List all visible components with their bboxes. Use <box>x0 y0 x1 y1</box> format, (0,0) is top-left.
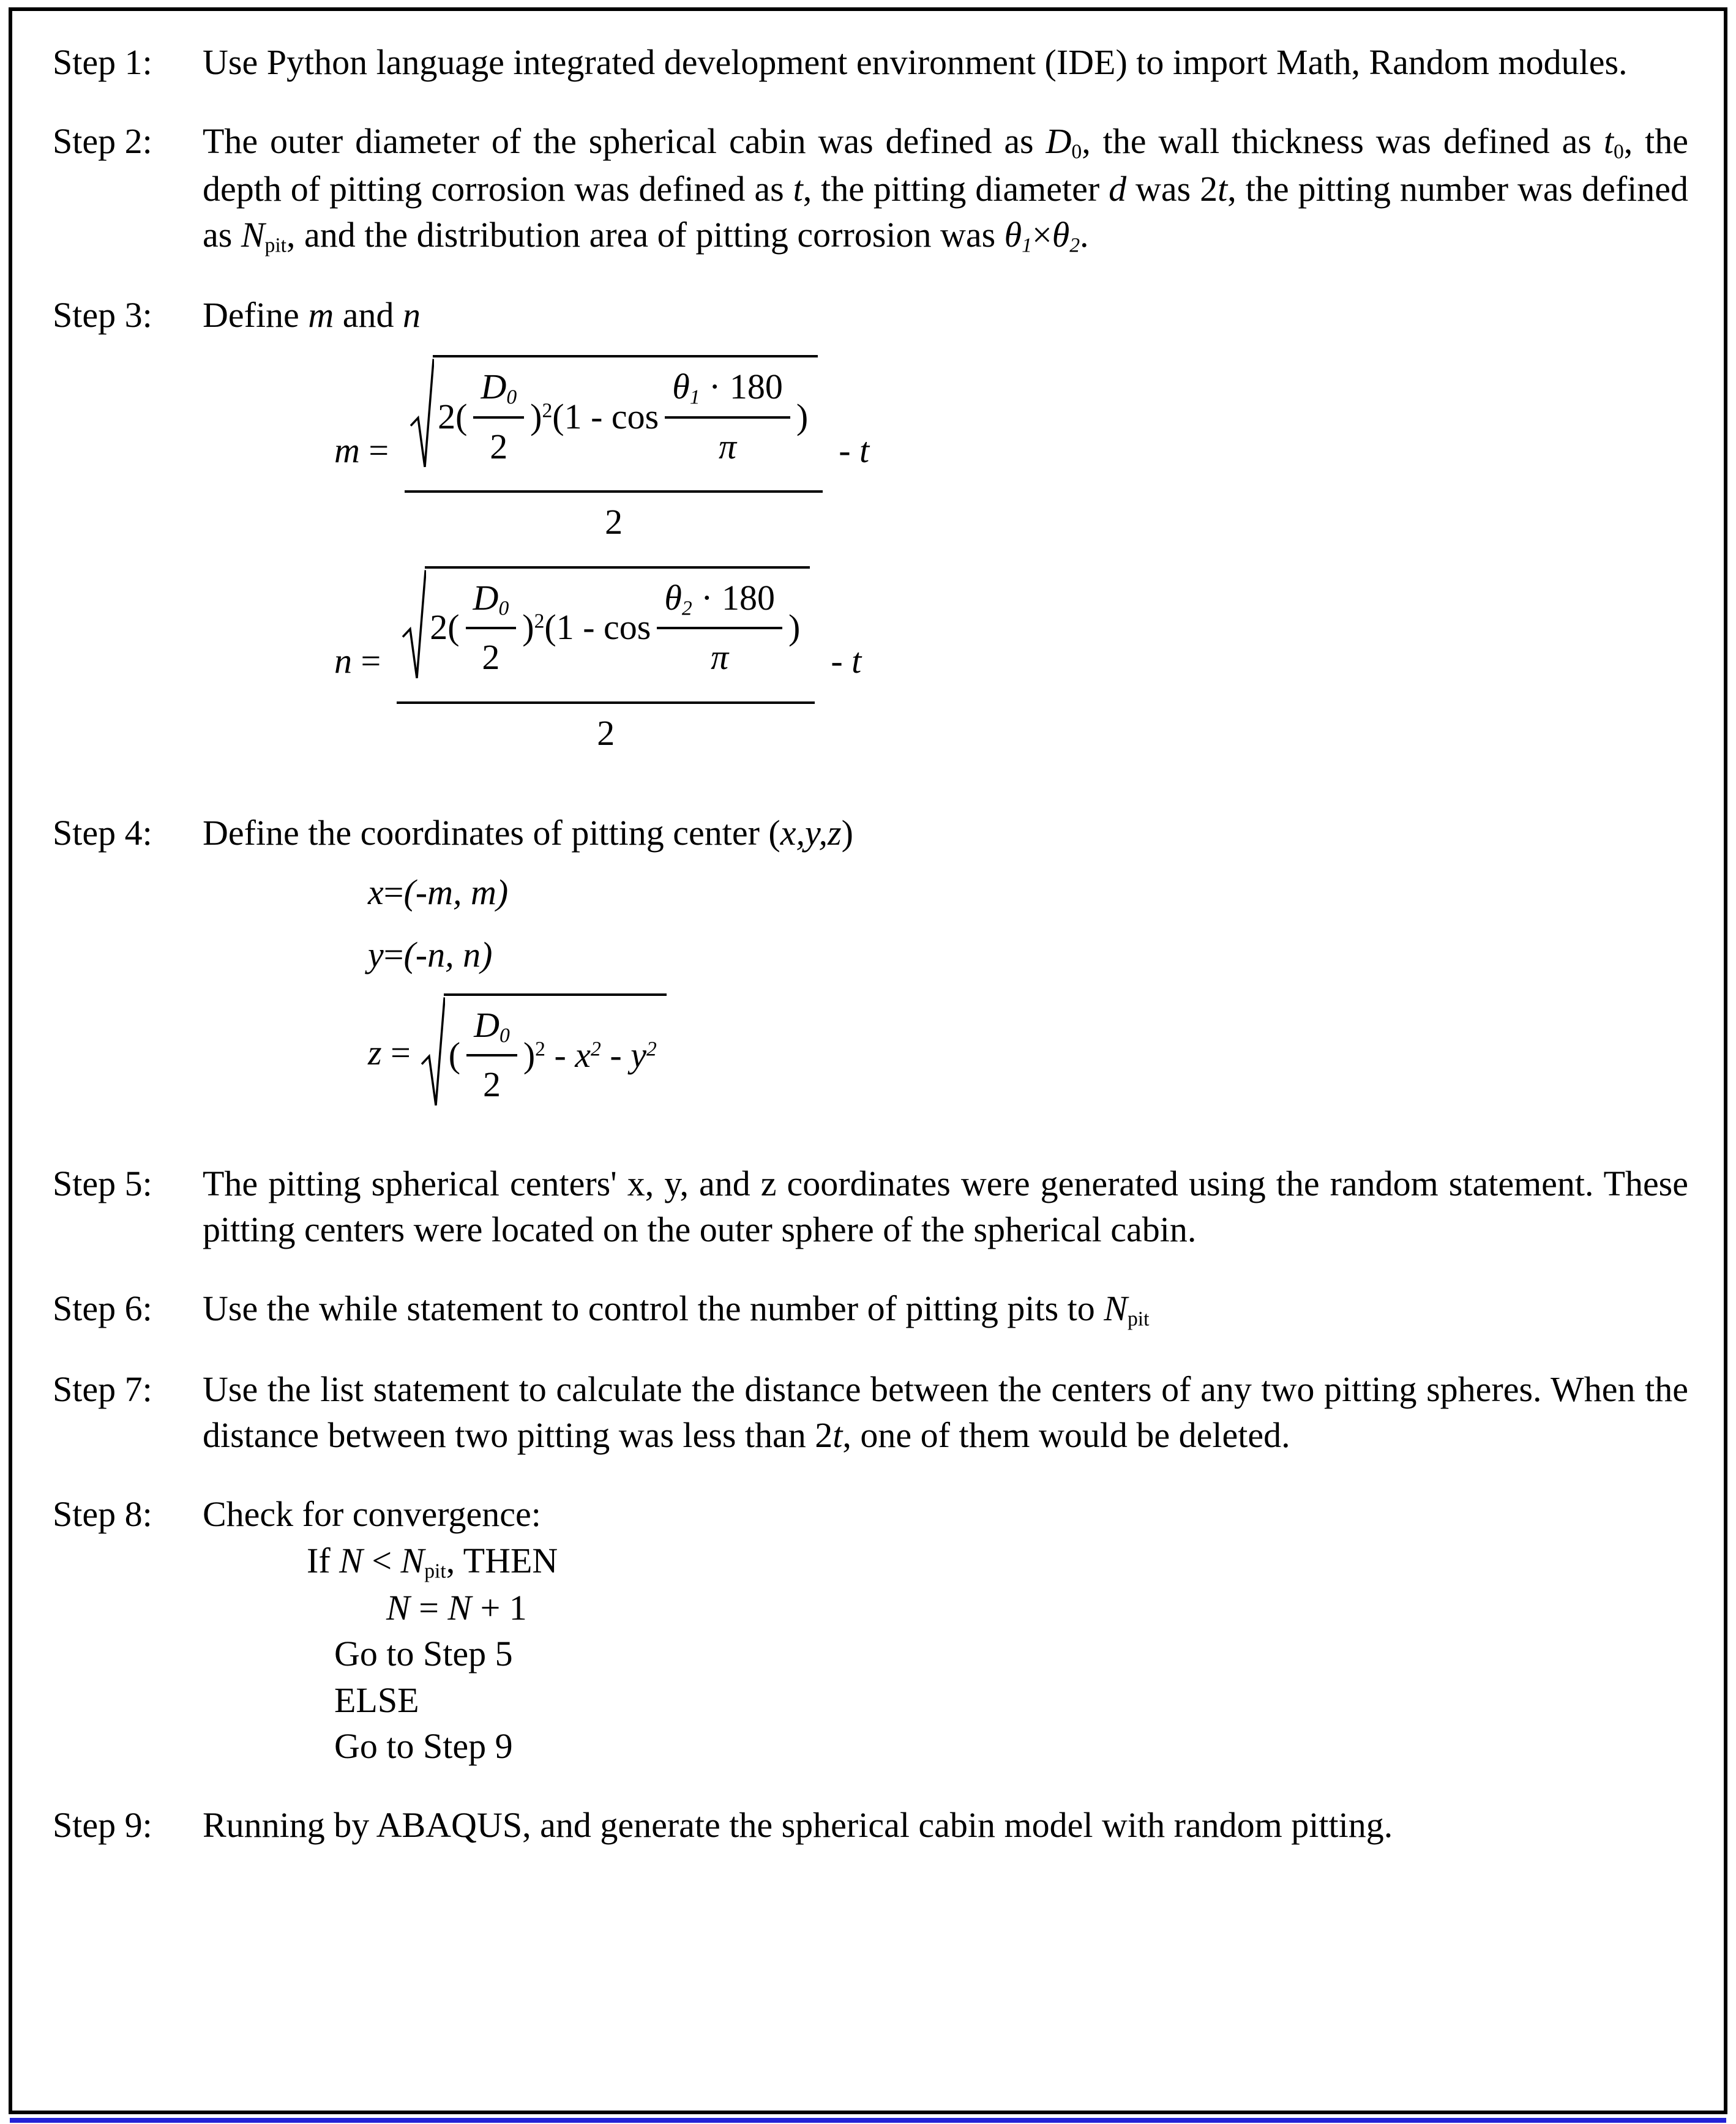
term: ) <box>788 607 801 648</box>
step-5-text: The pitting spherical centers' x, y, and z coordinates were generated using the random statement. These pitting centers were located on the outer sphere of the spherical cabin. <box>203 1163 1688 1250</box>
fraction <box>405 355 823 545</box>
step-3 <box>53 292 1688 777</box>
step-3-text: Define m and n <box>203 295 421 335</box>
square-root <box>421 993 667 1112</box>
radicand <box>425 566 810 684</box>
step-8-increment-line: N = N + 1 <box>386 1587 527 1628</box>
step-2-body <box>203 118 1688 259</box>
step-8-goto5-line: Go to Step 5 <box>334 1634 513 1674</box>
bottom-accent-line <box>10 2118 1726 2123</box>
step-8-label: Step 8: <box>53 1494 152 1535</box>
step-5-label: Step 5: <box>53 1163 152 1203</box>
step-7-body <box>203 1366 1688 1459</box>
numerator <box>405 355 823 490</box>
step-2 <box>53 118 1688 259</box>
numerator: $\theta_2 \cdot 180$ <box>664 577 775 620</box>
fraction <box>657 575 782 681</box>
term: )$^2$(1 - cos <box>522 607 651 648</box>
step-8 <box>53 1491 1688 1769</box>
square-root <box>402 566 810 684</box>
term: )$^2$(1 - cos <box>530 396 659 436</box>
step-3-body <box>203 292 1688 777</box>
fraction <box>466 1002 517 1108</box>
fraction <box>665 364 790 469</box>
numerator: $\theta_1 \cdot 180$ <box>672 367 783 409</box>
step-4-body <box>203 810 1688 1127</box>
formula-m <box>334 355 1688 545</box>
step-5-body <box>203 1161 1688 1253</box>
formula-z <box>368 993 1688 1112</box>
denominator: 2 <box>466 1054 517 1107</box>
radicand <box>433 355 818 473</box>
denominator: 2 <box>473 416 524 469</box>
step-6-text: Use the while statement to control the number of pitting pits to $N_{pit}$ <box>203 1288 1150 1331</box>
formula-n-tail: - t <box>831 641 862 681</box>
step-4-label: Step 4: <box>53 813 152 853</box>
step-9-body <box>203 1802 1688 1848</box>
step-5 <box>53 1161 1688 1253</box>
step-8-else-line: ELSE <box>334 1680 419 1720</box>
step-1-body <box>203 39 1688 85</box>
formula-y: y = (-n, n) <box>368 934 493 974</box>
step-6-label: Step 6: <box>53 1288 152 1329</box>
step-1 <box>53 39 1688 85</box>
step-4 <box>53 810 1688 1127</box>
step-7-text: Use the list statement to calculate the distance between the centers of any two pitting spheres. When the distance between two pitting was less than 2t, one of them would be deleted. <box>203 1369 1688 1455</box>
step-6-body <box>203 1285 1688 1333</box>
numerator: $D_0$ <box>474 1005 510 1047</box>
term: )$^2 - x^2 - y^2$ <box>523 1034 657 1075</box>
denominator: 2 <box>466 627 517 680</box>
algorithm-box <box>9 7 1727 2114</box>
denominator: π <box>665 416 790 469</box>
formula-n <box>334 566 1688 756</box>
step-8-text: Check for convergence: <box>203 1494 541 1535</box>
step-9-text: Running by ABAQUS, and generate the spherical cabin model with random pitting. <box>203 1805 1393 1845</box>
term: ) <box>796 396 809 436</box>
term: ( <box>448 1034 461 1075</box>
square-root <box>410 355 818 473</box>
formula-z-lhs: z = <box>368 1032 411 1072</box>
step-7 <box>53 1366 1688 1459</box>
numerator <box>397 566 815 701</box>
denominator: 2 <box>397 701 815 756</box>
denominator: π <box>657 627 782 680</box>
step-9 <box>53 1802 1688 1848</box>
term: 2( <box>438 396 468 436</box>
step-6 <box>53 1285 1688 1333</box>
formula-n-lhs: n = <box>334 641 381 681</box>
term: 2( <box>430 607 460 648</box>
denominator: 2 <box>405 490 823 545</box>
step-2-label: Step 2: <box>53 121 152 162</box>
step-7-label: Step 7: <box>53 1369 152 1409</box>
step-8-if-line: If $N < N_{pit}$, THEN <box>307 1540 558 1583</box>
radical-sign-icon <box>402 566 426 684</box>
step-3-label: Step 3: <box>53 295 152 335</box>
numerator: $D_0$ <box>481 367 517 409</box>
step-8-body <box>203 1491 1688 1769</box>
formula-m-lhs: m = <box>334 430 389 470</box>
step-8-goto9-line: Go to Step 9 <box>334 1726 513 1767</box>
step-1-text: Use Python language integrated development environment (IDE) to import Math, Random modules. <box>203 42 1628 82</box>
radical-sign-icon <box>410 355 434 473</box>
numerator: $D_0$ <box>473 577 509 620</box>
step-1-label: Step 1: <box>53 42 152 82</box>
fraction <box>397 566 815 756</box>
radicand <box>444 993 667 1112</box>
step-9-label: Step 9: <box>53 1805 152 1845</box>
step-4-text: Define the coordinates of pitting center (x,y,z) <box>203 813 853 853</box>
formula-x: x = (-m, m) <box>368 872 509 913</box>
fraction <box>466 575 517 681</box>
radical-sign-icon <box>421 993 445 1112</box>
fraction <box>473 364 524 469</box>
step-2-text: The outer diameter of the spherical cabin was defined as $D_0$, the wall thickness was defined as $t_0$, the depth of pitting corrosion was defined as t, the pitting diameter d was 2t, the pitting number was defined as $N_{pit}$, and the distribution area of pitting corrosion was $\theta_1\times\theta_2$. <box>203 121 1688 257</box>
formula-m-tail: - t <box>839 430 870 470</box>
